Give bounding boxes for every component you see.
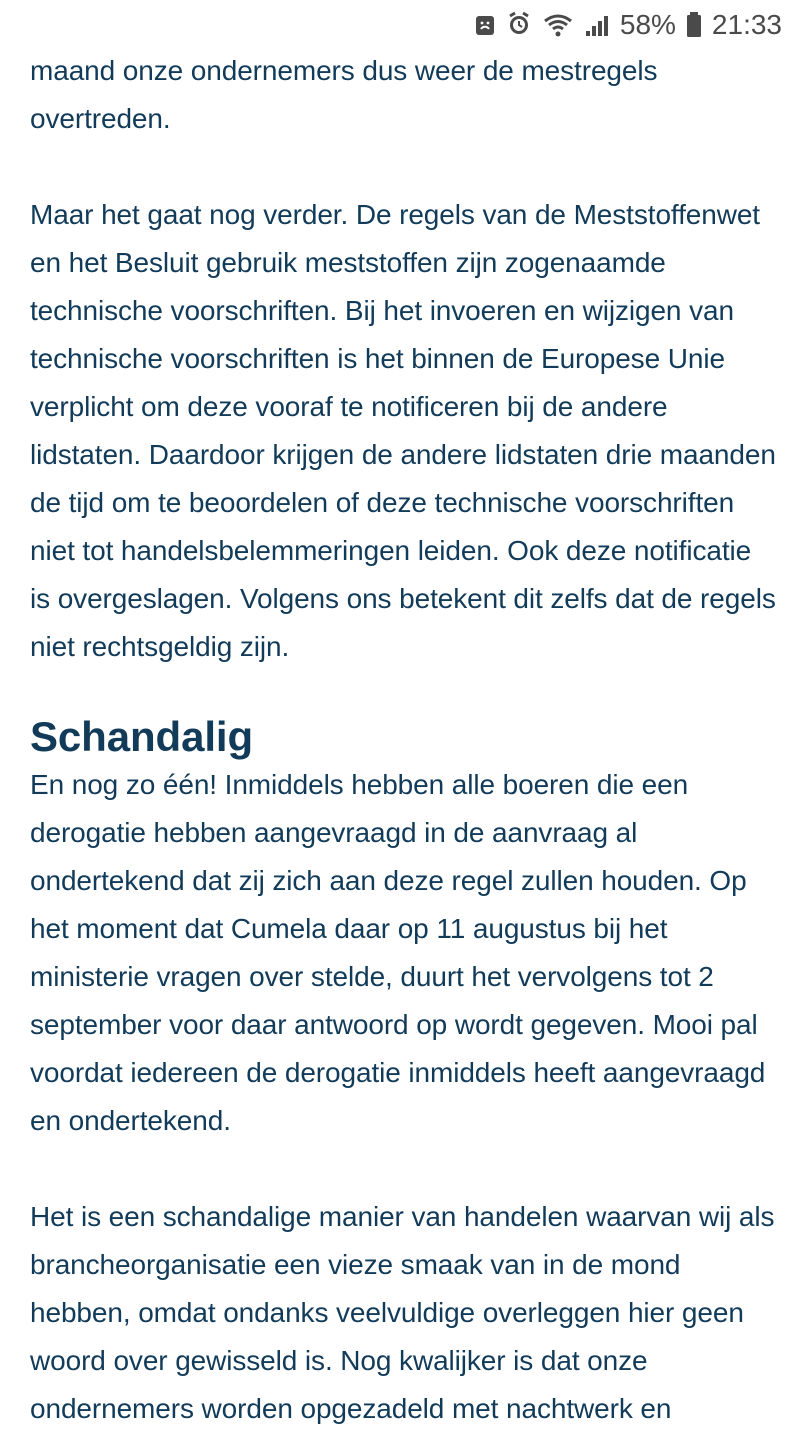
section-heading: Schandalig [30,713,254,760]
paragraph-spacing [30,1145,778,1193]
paragraph-spacing [30,671,778,713]
signal-icon [583,11,611,39]
wifi-icon [542,11,574,39]
alarm-icon [505,11,533,39]
article-paragraph-4: Het is een schandalige manier van handelen waarvan wij als brancheorganisatie een vieze smaak van in de mond hebben, omdat ondanks veelvuldige overleggen hier geen woord over gewisseld is. Nog kwalijker is dat onze ondernemers worden opgezadeld met nachtwerk en [30,1201,775,1424]
article-content [30,47,778,1433]
android-icon [474,13,496,37]
battery-icon [685,11,703,39]
article-paragraph-3: En nog zo één! Inmiddels hebben alle boeren die een derogatie hebben aangevraagd in de aanvraag al ondertekend dat zij zich aan deze regel zullen houden. Op het moment dat Cumela daar op 11 augustus bij het ministerie vragen over stelde, duurt het vervolgens tot 2 september voor daar antwoord op wordt gegeven. Mooi pal voordat iedereen de derogatie inmiddels heeft aangevraagd en ondertekend. [30,769,766,1136]
article-paragraph-2: Maar het gaat nog verder. De regels van de Meststoffenwet en het Besluit gebruik meststoffen zijn zogenaamde technische voorschriften. Bij het invoeren en wijzigen van technische voorschriften is het binnen de Europese Unie verplicht om deze vooraf te notificeren bij de andere lidstaten. Daardoor krijgen de andere lidstaten drie maanden de tijd om te beoordelen of deze technische voorschriften niet tot handelsbelemmeringen leiden. Ook deze notificatie is overgeslagen. Volgens ons betekent dit zelfs dat de regels niet rechtsgeldig zijn. [30,199,776,662]
status-bar [0,0,800,48]
article-paragraph-1: maand onze ondernemers dus weer de mestregels overtreden. [30,55,658,134]
paragraph-spacing [30,143,778,191]
battery-percent: 58% [619,9,676,40]
status-right-group [474,8,782,42]
clock-time: 21:33 [711,9,782,40]
